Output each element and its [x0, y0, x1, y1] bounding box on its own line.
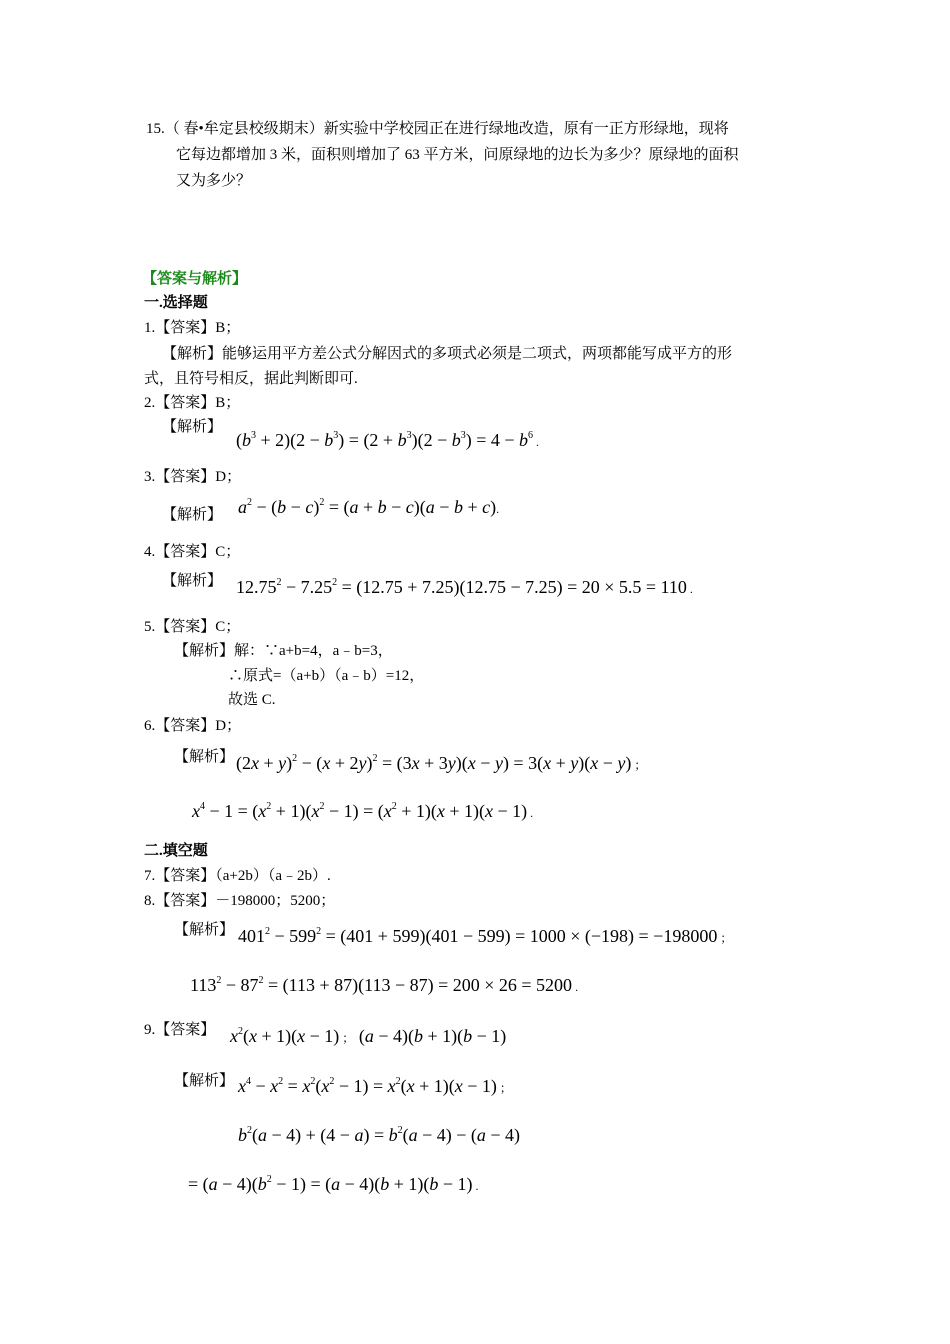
question-15-line-3: 又为多少？: [176, 173, 252, 189]
answer-1: 1.【答案】B；: [144, 320, 241, 336]
answer-9-analysis-formula-1: $x^4 - x^2 = x^2(x^2 - 1) = x^2(x + 1)(x - 1)$ ；: [238, 1076, 512, 1096]
answer-9-analysis-formula-3: = $(a - 4)(b^2 - 1) = (a - 4)(b + 1)(b - 1)$ .: [188, 1174, 479, 1194]
answer-2: 2.【答案】B；: [144, 395, 241, 411]
answer-6-formula-2: $x^4 - 1 = (x^2 + 1)(x^2 - 1) = (x^2 + 1)(x + 1)(x - 1)$ .: [192, 801, 534, 821]
answer-6-analysis-label: 【解析】: [174, 749, 235, 765]
answer-8-formula-1: $401^2 - 599^2 = (401 + 599)(401 - 599) = 1000 \times (-198) = -198000$ ；: [238, 926, 733, 946]
answer-8-formula-2: $113^2 - 87^2 = (113 + 87)(113 - 87) = 200 \times 26 = 5200$ .: [190, 975, 579, 995]
answer-8: 8.【答案】－198000；5200；: [144, 893, 336, 909]
section-1-heading: 一.选择题: [144, 295, 208, 311]
answer-8-analysis-label: 【解析】: [174, 922, 235, 938]
question-15-line-2: 它每边都增加 3 米，面积则增加了 63 平方米，问原绿地的边长为多少？原绿地的面积: [176, 147, 739, 163]
answer-4: 4.【答案】C；: [144, 544, 241, 560]
answer-9-label: 9.【答案】: [144, 1022, 216, 1038]
answer-4-formula: $12.75^2 - 7.25^2 = (12.75 + 7.25)(12.75 - 7.25) = 20 \times 5.5 = 110$ .: [236, 577, 693, 597]
answer-7: 7.【答案】（a+2b）（a﹣2b）.: [144, 868, 331, 884]
answer-2-formula: $(b^3 + 2)(2 - b^3) = (2 + b^3)(2 - b^3) = 4 - b^6$ .: [236, 430, 540, 450]
answer-1-analysis-line-2: 式，且符号相反，据此判断即可.: [144, 371, 358, 387]
answer-6: 6.【答案】D；: [144, 718, 242, 734]
answer-6-formula-1: $(2x + y)^2 - (x + 2y)^2 = (3x + 3y)(x - y) = 3(x + y)(x - y)$ ；: [236, 753, 647, 773]
answer-4-analysis-label: 【解析】: [162, 573, 223, 589]
answer-9-analysis-formula-2: $b^2(a - 4) + (4 - a) = b^2(a - 4) - (a - 4)$: [238, 1125, 521, 1145]
answer-3: 3.【答案】D；: [144, 469, 242, 485]
answer-5-analysis-line-2: ∴原式=（a+b）（a﹣b）=12，: [228, 668, 425, 684]
answer-3-analysis-label: 【解析】: [162, 507, 223, 523]
answer-9-analysis-label: 【解析】: [174, 1073, 235, 1089]
answer-9-formula: $x^2(x + 1)(x - 1)$ ； (a − 4)(b + 1)(b − 1): [230, 1026, 507, 1046]
answer-5-analysis-line-1: 【解析】解：∵a+b=4，a﹣b=3，: [174, 643, 393, 659]
question-15-line-1: 15.（ 春•牟定县校级期末）新实验中学校园正在进行绿地改造，原有一正方形绿地，现将: [146, 121, 729, 137]
answer-5-analysis-line-3: 故选 C.: [228, 692, 276, 708]
answers-heading: 【答案与解析】: [142, 271, 248, 287]
answer-2-analysis-label: 【解析】: [162, 419, 223, 435]
answer-3-formula: $a^2 - (b - c)^2 = (a + b - c)(a - b + c)$.: [238, 497, 500, 517]
answer-5: 5.【答案】C；: [144, 619, 241, 635]
answer-1-analysis-line-1: 【解析】能够运用平方差公式分解因式的多项式必须是二项式，两项都能写成平方的形: [162, 346, 733, 362]
section-2-heading: 二.填空题: [144, 843, 208, 859]
